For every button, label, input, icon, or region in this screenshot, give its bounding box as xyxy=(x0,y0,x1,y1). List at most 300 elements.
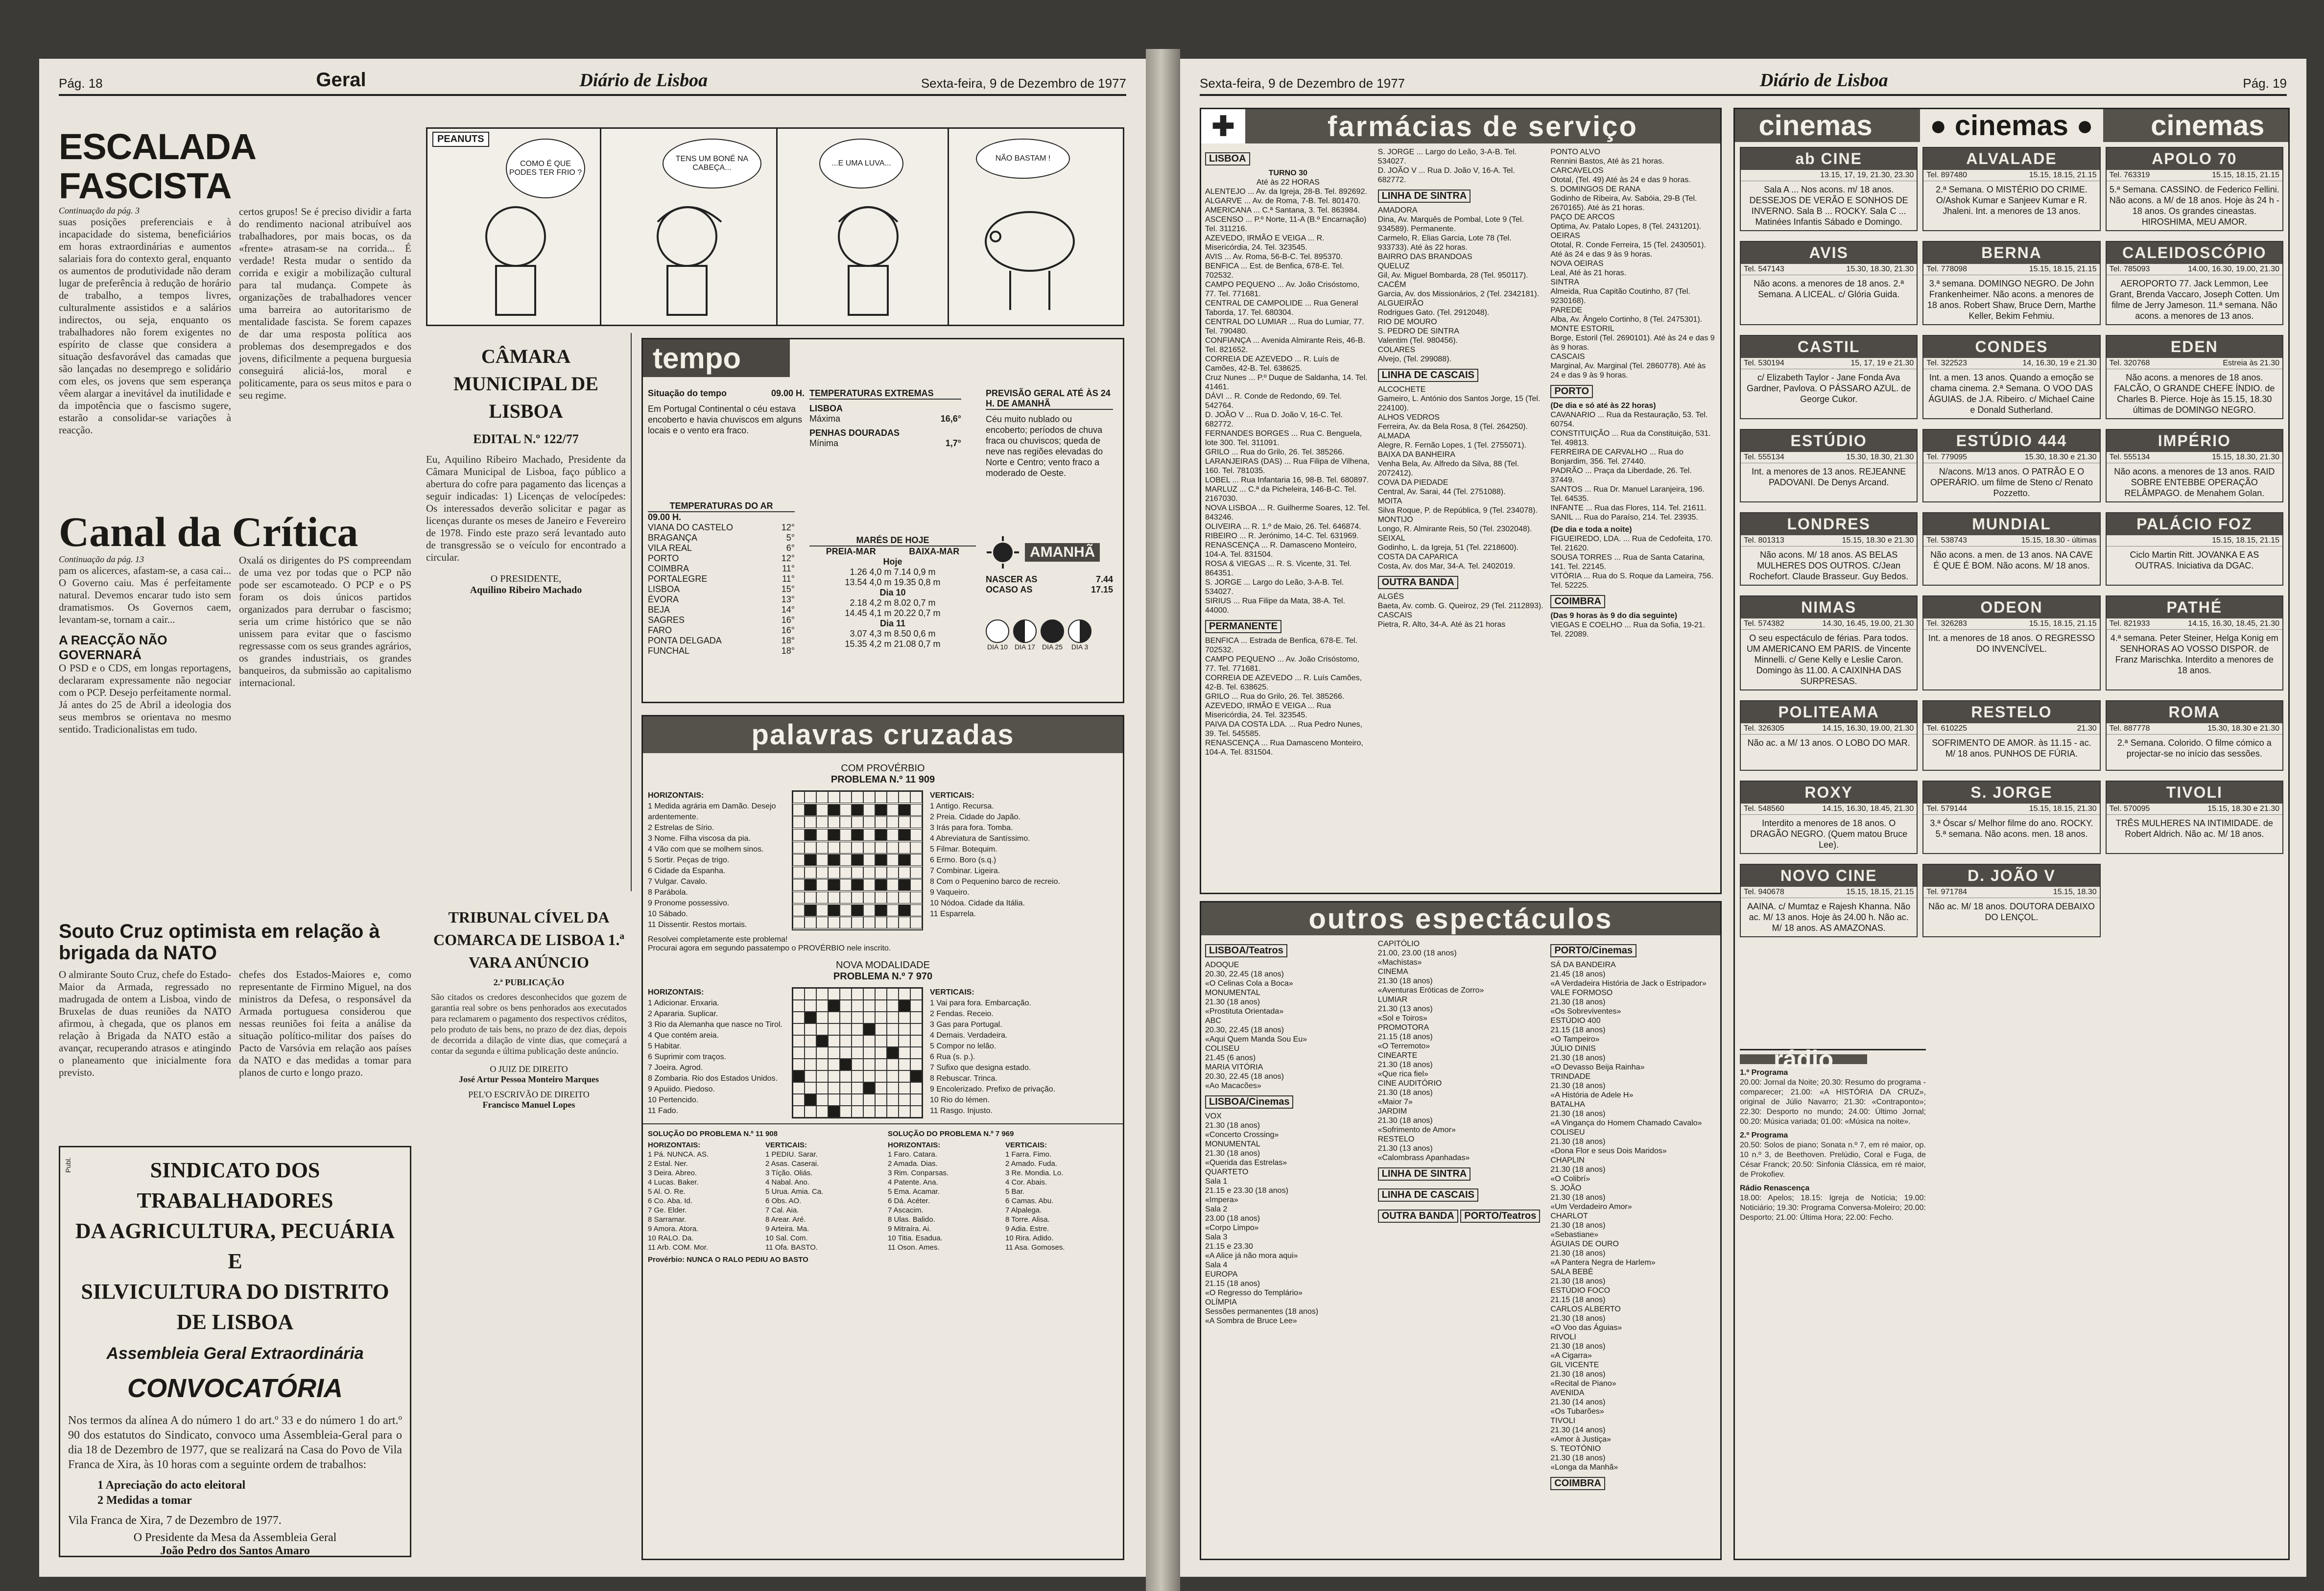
crossword-cell[interactable] xyxy=(875,829,887,841)
crossword-cell[interactable] xyxy=(840,917,852,928)
crossword-cell[interactable] xyxy=(863,1000,875,1012)
crossword-cell[interactable] xyxy=(899,1047,910,1059)
crossword-cell[interactable] xyxy=(805,1070,816,1082)
pharmacy-entry: SOUSA TORRES ... Rua de Santa Catarina, 141. Tel. 22145. xyxy=(1550,553,1705,571)
crossword-cell[interactable] xyxy=(852,816,863,828)
crossword-cell[interactable] xyxy=(910,917,922,928)
crossword-cell[interactable] xyxy=(793,867,805,879)
crossword-cell[interactable] xyxy=(793,1000,805,1012)
crossword-cell[interactable] xyxy=(863,816,875,828)
crossword-cell[interactable] xyxy=(816,988,828,1000)
crossword-cell[interactable] xyxy=(899,1070,910,1082)
crossword-cell[interactable] xyxy=(875,892,887,903)
crossword-cell[interactable] xyxy=(910,791,922,803)
crossword-cell[interactable] xyxy=(793,1106,805,1117)
crossword-cell[interactable] xyxy=(793,1082,805,1094)
crossword-cell[interactable] xyxy=(840,1035,852,1047)
crossword-cell[interactable] xyxy=(863,1059,875,1070)
crossword-cell[interactable] xyxy=(887,917,899,928)
crossword-cell[interactable] xyxy=(887,1082,899,1094)
crossword-cell[interactable] xyxy=(816,829,828,841)
crossword-cell[interactable] xyxy=(793,1012,805,1023)
crossword-cell[interactable] xyxy=(887,879,899,891)
crossword-cell[interactable] xyxy=(805,879,816,891)
crossword-cell[interactable] xyxy=(863,1012,875,1023)
crossword-cell[interactable] xyxy=(793,1047,805,1059)
crossword-cell[interactable] xyxy=(887,791,899,803)
crossword-cell[interactable] xyxy=(910,1070,922,1082)
crossword-cell[interactable] xyxy=(816,1047,828,1059)
crossword-cell[interactable] xyxy=(887,854,899,866)
crossword-cell[interactable] xyxy=(816,1070,828,1082)
crossword-cell[interactable] xyxy=(852,842,863,854)
clue: 7 Combinar. Ligeira. xyxy=(930,867,1000,875)
crossword-cell[interactable] xyxy=(793,804,805,816)
crossword-cell[interactable] xyxy=(852,1047,863,1059)
show-entry: SALA BEBÉ xyxy=(1550,1268,1593,1276)
crossword-cell[interactable] xyxy=(863,1023,875,1035)
crossword-cell[interactable] xyxy=(863,1106,875,1117)
crossword-cell[interactable] xyxy=(852,1012,863,1023)
crossword-cell[interactable] xyxy=(828,816,840,828)
crossword-cell[interactable] xyxy=(840,892,852,903)
crossword-cell[interactable] xyxy=(816,804,828,816)
crossword-cell[interactable] xyxy=(899,904,910,916)
cinema-name: ESTÚDIO xyxy=(1741,430,1917,452)
crossword-cell[interactable] xyxy=(805,1012,816,1023)
crossword-cell[interactable] xyxy=(910,1047,922,1059)
crossword-cell[interactable] xyxy=(828,1082,840,1094)
crossword-cell[interactable] xyxy=(899,879,910,891)
crossword-cell[interactable] xyxy=(910,1012,922,1023)
crossword-cell[interactable] xyxy=(816,1012,828,1023)
crossword-cell[interactable] xyxy=(840,791,852,803)
crossword-cell[interactable] xyxy=(816,892,828,903)
crossword-cell[interactable] xyxy=(910,854,922,866)
crossword-cell[interactable] xyxy=(875,867,887,879)
crossword-cell[interactable] xyxy=(828,1012,840,1023)
crossword-cell[interactable] xyxy=(852,829,863,841)
crossword-cell[interactable] xyxy=(875,879,887,891)
crossword-cell[interactable] xyxy=(840,1012,852,1023)
right-header xyxy=(1200,69,2287,96)
crossword-cell[interactable] xyxy=(875,816,887,828)
crossword-cell[interactable] xyxy=(793,892,805,903)
crossword-cell[interactable] xyxy=(805,867,816,879)
crossword-cell[interactable] xyxy=(805,791,816,803)
clue: 2 Preia. Cidade do Japão. xyxy=(930,813,1021,821)
crossword-cell[interactable] xyxy=(887,1059,899,1070)
crossword-cell[interactable] xyxy=(852,1059,863,1070)
crossword-cell[interactable] xyxy=(887,804,899,816)
crossword-cell[interactable] xyxy=(828,1000,840,1012)
crossword-cell[interactable] xyxy=(793,816,805,828)
crossword-cell[interactable] xyxy=(875,804,887,816)
moon-icon xyxy=(986,619,1009,643)
moon-phase: DIA 10 xyxy=(986,619,1009,651)
crossword-cell[interactable] xyxy=(852,1023,863,1035)
cinema-phone: Tel. 574382 xyxy=(1744,619,1784,628)
crossword-cell[interactable] xyxy=(805,917,816,928)
crossword-cell[interactable] xyxy=(805,1082,816,1094)
crossword-cell[interactable] xyxy=(887,904,899,916)
show-entry: COLISEU xyxy=(1205,1045,1240,1053)
crossword-grid-2[interactable] xyxy=(792,987,923,1118)
crossword-cell[interactable] xyxy=(828,829,840,841)
crossword-cell[interactable] xyxy=(863,829,875,841)
crossword-cell[interactable] xyxy=(875,1070,887,1082)
crossword-cell[interactable] xyxy=(887,1070,899,1082)
pharmacy-entry: Gil, Av. Miguel Bombarda, 28 (Tel. 950117). xyxy=(1377,271,1528,280)
crossword-cell[interactable] xyxy=(875,854,887,866)
crossword-cell[interactable] xyxy=(828,1094,840,1106)
crossword-cell[interactable] xyxy=(828,1106,840,1117)
pharmacy-entry: SEIXAL xyxy=(1377,534,1405,543)
crossword-cell[interactable] xyxy=(840,1023,852,1035)
crossword-cell[interactable] xyxy=(899,917,910,928)
crossword-cell[interactable] xyxy=(875,1082,887,1094)
crossword-cell[interactable] xyxy=(863,804,875,816)
crossword-cell[interactable] xyxy=(793,842,805,854)
crossword-cell[interactable] xyxy=(816,917,828,928)
cinema-listing xyxy=(1740,700,1918,771)
crossword-cell[interactable] xyxy=(863,904,875,916)
crossword-cell[interactable] xyxy=(863,1047,875,1059)
crossword-cell[interactable] xyxy=(793,1094,805,1106)
crossword-cell[interactable] xyxy=(805,854,816,866)
crossword-cell[interactable] xyxy=(828,804,840,816)
pharmacies-col-3: PONTO ALVO Rennini Bastos, Até às 21 horas. CARCAVELOS Ototal, (Tel. 49) Até às 24 e das 9 horas. S. DOMINGOS DE RANA Godinho de Ribeira, Av. Sabóia, 29-B (Tel. 2670165). Até às 21 horas. PAÇO DE ARCOS Optima, Av. Patalo Lopes, 8 (Tel. 2431201). OEIRAS Ototal, R. Conde Ferreira, 15 (Tel. 2430501). Até às 24 e das 9 às 9 horas. NOVA OEIRAS Leal, Até às 21 horas. SINTRA Almeida, Rua Capitão Coutinho, 87 (Tel. 9230168). PAREDE Alba, Av. Ângelo Cortinho, 8 (Tel. 2475301). MONTE ESTORIL Borge, Estoril (Tel. 2690101). Até às 24 e das 9 às 9 horas. CASCAIS Marginal, Av. Marginal (Tel. 2860778). Até às 24 e das 9 às 9 horas. PORTO (De dia e só até às 22 horas) CAVANARIO ... Rua da Restauração, 53. Tel. 60754. CONSTITUIÇÃO ... Rua da Constituição, 531. Tel. 49813. FERREIRA DE CARVALHO ... Rua do Bonjardim, 356. Tel. 27440. PADRÃO ... Praça da Liberdade, 26. Tel. 37449. SANTOS ... Rua Dr. Manuel Laranjeira, 196. Tel. 64535. INFANTE ... Rua das Flores, 114. Tel. 21611. SANIL ... Rua do Paraíso, 214. Tel. 23935. (De dia e toda a noite) FIGUEIREDO, LDA. ... Rua de Cedofeita, 170. Tel. 21620. SOUSA TORRES ... Rua de Santa Catarina, 141. Tel. 22145. VITÓRIA ... Rua do S. Roque da Lameira, 756. Tel. 52225. COIMBRA (Das 9 horas às 9 do dia seguinte) VIEGAS E COELHO ... Rua da Sofia, 19-21. Tel. 22089. xyxy=(1550,147,1716,757)
crossword-cell[interactable] xyxy=(887,1047,899,1059)
crossword-cell[interactable] xyxy=(887,1012,899,1023)
cinema-times: 15.30, 18.30, 21.30 xyxy=(1846,453,1914,461)
crossword-cell[interactable] xyxy=(887,892,899,903)
show-entry: 21.00, 23.00 (18 anos) xyxy=(1377,949,1457,957)
crossword-cell[interactable] xyxy=(887,867,899,879)
page-date: Sexta-feira, 9 de Dezembro de 1977 xyxy=(1200,76,1405,91)
show-entry: 21.30 (18 anos) xyxy=(1550,1221,1606,1230)
crossword-cell[interactable] xyxy=(840,867,852,879)
crossword-cell[interactable] xyxy=(899,1023,910,1035)
crossword-cell[interactable] xyxy=(899,1059,910,1070)
solution: 5 Bar. xyxy=(1005,1187,1025,1196)
pharmacy-entry: MONTE ESTORIL xyxy=(1550,325,1614,333)
crossword-cell[interactable] xyxy=(816,854,828,866)
crossword-cell[interactable] xyxy=(840,1106,852,1117)
pharmacy-entry: Central, Av. Sarai, 44 (Tel. 2751088). xyxy=(1377,488,1506,496)
cinema-listing xyxy=(1740,512,1918,586)
crossword-cell[interactable] xyxy=(840,1070,852,1082)
crossword-cell[interactable] xyxy=(899,1094,910,1106)
crossword-cell[interactable] xyxy=(793,904,805,916)
crossword-cell[interactable] xyxy=(816,1023,828,1035)
crossword-cell[interactable] xyxy=(875,1047,887,1059)
crossword-cell[interactable] xyxy=(863,791,875,803)
crossword-cell[interactable] xyxy=(816,879,828,891)
crossword-cell[interactable] xyxy=(828,1059,840,1070)
crossword-cell[interactable] xyxy=(887,829,899,841)
crossword-cell[interactable] xyxy=(840,879,852,891)
crossword-cell[interactable] xyxy=(840,816,852,828)
crossword-cell[interactable] xyxy=(863,1035,875,1047)
solution: 6 Dá. Acéter. xyxy=(888,1197,930,1205)
crossword-cell[interactable] xyxy=(899,842,910,854)
crossword-cell[interactable] xyxy=(840,1047,852,1059)
crossword-cell[interactable] xyxy=(863,1070,875,1082)
crossword-cell[interactable] xyxy=(910,867,922,879)
crossword-cell[interactable] xyxy=(875,917,887,928)
crossword-cell[interactable] xyxy=(805,1059,816,1070)
crossword-cell[interactable] xyxy=(828,1035,840,1047)
crossword-cell[interactable] xyxy=(863,854,875,866)
crossword-cell[interactable] xyxy=(899,791,910,803)
crossword-cell[interactable] xyxy=(852,904,863,916)
crossword-cell[interactable] xyxy=(805,1000,816,1012)
crossword-cell[interactable] xyxy=(816,1059,828,1070)
cinema-times: 14.15, 16.30, 18.45, 21.30 xyxy=(1822,805,1914,813)
crossword-cell[interactable] xyxy=(910,1059,922,1070)
crossword-cell[interactable] xyxy=(805,892,816,903)
show-entry: EUROPA xyxy=(1205,1270,1238,1279)
article-body-3: Oxalá os dirigentes do PS compreendam de uma vez por todas que o PCP não pode ser escamoteado. O PCP e o PS foram os dois únicos partidos organizados para derrubar o fascismo; seria um crime histórico que se não unissem para evitar que o fascismo regressasse com os seus grandes agrários, os grandes industriais, os grandes banqueiros, da submissão ao capitalismo internacional. xyxy=(239,554,411,689)
show-entry: 21.30 (18 anos) xyxy=(1550,1454,1606,1462)
crossword-cell[interactable] xyxy=(828,904,840,916)
crossword-cell[interactable] xyxy=(875,1094,887,1106)
crossword-cell[interactable] xyxy=(793,1059,805,1070)
crossword-cell[interactable] xyxy=(863,988,875,1000)
cinema-times: 14.00, 16.30, 19.00, 21.30 xyxy=(2188,265,2279,273)
crossword-cell[interactable] xyxy=(910,1023,922,1035)
crossword-cell[interactable] xyxy=(863,892,875,903)
crossword-cell[interactable] xyxy=(910,1000,922,1012)
crossword-cell[interactable] xyxy=(793,791,805,803)
crossword-cell[interactable] xyxy=(828,1047,840,1059)
pharmacy-entry: ALGARVE ... Av. de Roma, 7-B. Tel. 801470. xyxy=(1205,197,1361,205)
crossword-cell[interactable] xyxy=(887,988,899,1000)
crossword-cell[interactable] xyxy=(852,879,863,891)
crossword-cell[interactable] xyxy=(852,867,863,879)
solution: 6 Obs. AO. xyxy=(765,1197,802,1205)
crossword-cell[interactable] xyxy=(840,829,852,841)
crossword-cell[interactable] xyxy=(828,1023,840,1035)
crossword-cell[interactable] xyxy=(793,854,805,866)
crossword-cell[interactable] xyxy=(887,816,899,828)
tide-day: Dia 10 xyxy=(879,588,906,597)
crossword-cell[interactable] xyxy=(828,917,840,928)
crossword-cell[interactable] xyxy=(793,1070,805,1082)
cinema-name: POLITEAMA xyxy=(1741,701,1917,723)
crossword-cell[interactable] xyxy=(793,879,805,891)
crossword-cell[interactable] xyxy=(899,804,910,816)
crossword-cell[interactable] xyxy=(899,854,910,866)
crossword-cell[interactable] xyxy=(828,867,840,879)
article-title: Souto Cruz optimista em relação à brigada da NATO xyxy=(59,921,380,964)
crossword-cell[interactable] xyxy=(875,1023,887,1035)
crossword-cell[interactable] xyxy=(875,1035,887,1047)
crossword-cell[interactable] xyxy=(793,917,805,928)
crossword-cell[interactable] xyxy=(852,854,863,866)
crossword-cell[interactable] xyxy=(899,1106,910,1117)
crossword-cell[interactable] xyxy=(852,1082,863,1094)
camara-municipal-edital xyxy=(426,333,632,891)
crossword-cell[interactable] xyxy=(899,892,910,903)
crossword-cell[interactable] xyxy=(887,842,899,854)
moon-icon xyxy=(1068,619,1091,643)
crossword-cell[interactable] xyxy=(875,791,887,803)
crossword-cell[interactable] xyxy=(805,842,816,854)
crossword-cell[interactable] xyxy=(863,917,875,928)
crossword-cell[interactable] xyxy=(805,829,816,841)
pharmacy-entry: AMADORA xyxy=(1377,206,1418,214)
solution: 8 Arear. Aré. xyxy=(765,1215,806,1224)
crossword-cell[interactable] xyxy=(828,1070,840,1082)
show-entry: «Impera» xyxy=(1205,1196,1238,1204)
crossword-cell[interactable] xyxy=(875,1000,887,1012)
crossword-cell[interactable] xyxy=(910,1094,922,1106)
crossword-cell[interactable] xyxy=(863,1082,875,1094)
crossword-cell[interactable] xyxy=(852,1106,863,1117)
crossword-cell[interactable] xyxy=(875,1059,887,1070)
crossword-cell[interactable] xyxy=(805,1023,816,1035)
crossword-cell[interactable] xyxy=(875,842,887,854)
show-entry: OLÍMPIA xyxy=(1205,1298,1237,1306)
crossword-cell[interactable] xyxy=(805,816,816,828)
crossword-cell[interactable] xyxy=(816,867,828,879)
crossword-cell[interactable] xyxy=(899,988,910,1000)
crossword-cell[interactable] xyxy=(875,904,887,916)
crossword-cell[interactable] xyxy=(828,892,840,903)
crossword-cell[interactable] xyxy=(910,892,922,903)
crossword-cell[interactable] xyxy=(805,804,816,816)
crossword-cell[interactable] xyxy=(852,1035,863,1047)
crossword-cell[interactable] xyxy=(899,1012,910,1023)
crossword-cell[interactable] xyxy=(840,1059,852,1070)
crossword-cell[interactable] xyxy=(816,904,828,916)
crossword-cell[interactable] xyxy=(910,1035,922,1047)
crossword-cell[interactable] xyxy=(816,842,828,854)
crossword-cell[interactable] xyxy=(910,829,922,841)
crossword-cell[interactable] xyxy=(910,816,922,828)
crossword-cell[interactable] xyxy=(828,988,840,1000)
article-title: Canal da Crítica xyxy=(59,509,358,555)
crossword-cell[interactable] xyxy=(910,879,922,891)
cinema-name: BERNA xyxy=(1923,242,2099,264)
show-entry: Sala 2 xyxy=(1205,1205,1228,1213)
crossword-cell[interactable] xyxy=(816,1082,828,1094)
show-entry: LUMIAR xyxy=(1377,996,1408,1004)
crossword-cell[interactable] xyxy=(852,988,863,1000)
crossword-cell[interactable] xyxy=(793,1035,805,1047)
crossword-cell[interactable] xyxy=(887,1000,899,1012)
cinema-listing xyxy=(1922,335,2100,419)
crossword-cell[interactable] xyxy=(840,1000,852,1012)
crossword-cell[interactable] xyxy=(840,904,852,916)
crossword-cell[interactable] xyxy=(805,1035,816,1047)
crossword-cell[interactable] xyxy=(816,1106,828,1117)
crossword-cell[interactable] xyxy=(863,842,875,854)
crossword-cell[interactable] xyxy=(828,854,840,866)
crossword-cell[interactable] xyxy=(899,1000,910,1012)
air-temperature-row: LISBOA 15° xyxy=(648,584,795,594)
crossword-cell[interactable] xyxy=(840,1094,852,1106)
crossword-cell[interactable] xyxy=(887,1023,899,1035)
cinema-name: ROXY xyxy=(1741,782,1917,804)
crossword-cell[interactable] xyxy=(840,842,852,854)
solution: 9 Adia. Estre. xyxy=(1005,1225,1049,1233)
crossword-cell[interactable] xyxy=(899,816,910,828)
crossword-cell[interactable] xyxy=(793,829,805,841)
crossword-cell[interactable] xyxy=(840,1082,852,1094)
crossword-cell[interactable] xyxy=(899,829,910,841)
show-entry: «A Pantera Negra de Harlem» xyxy=(1550,1259,1656,1267)
crossword-cell[interactable] xyxy=(828,842,840,854)
crossword-cell[interactable] xyxy=(852,1000,863,1012)
crossword-cell[interactable] xyxy=(852,1094,863,1106)
crossword-cell[interactable] xyxy=(910,1106,922,1117)
crossword-cell[interactable] xyxy=(805,1047,816,1059)
crossword-grid-1[interactable] xyxy=(792,790,923,930)
crossword-cell[interactable] xyxy=(863,879,875,891)
crossword-cell[interactable] xyxy=(910,1082,922,1094)
clue: 4 Demais. Verdadeira. xyxy=(930,1031,1008,1040)
pharmacy-entry: PADRÃO ... Praça da Liberdade, 26. Tel. 37449. xyxy=(1550,467,1692,484)
crossword-cell[interactable] xyxy=(887,1106,899,1117)
crossword-cell[interactable] xyxy=(840,854,852,866)
crossword-cell[interactable] xyxy=(852,791,863,803)
crossword-cell[interactable] xyxy=(805,1106,816,1117)
crossword-cell[interactable] xyxy=(863,1094,875,1106)
crossword-cell[interactable] xyxy=(816,1000,828,1012)
crossword-cell[interactable] xyxy=(899,1082,910,1094)
crossword-cell[interactable] xyxy=(863,867,875,879)
crossword-cell[interactable] xyxy=(875,1106,887,1117)
crossword-cell[interactable] xyxy=(805,904,816,916)
crossword-cell[interactable] xyxy=(852,892,863,903)
crossword-cell[interactable] xyxy=(910,804,922,816)
crossword-cell[interactable] xyxy=(910,988,922,1000)
crossword-cell[interactable] xyxy=(910,842,922,854)
crossword-cell[interactable] xyxy=(899,867,910,879)
crossword-cell[interactable] xyxy=(852,804,863,816)
tide-row: 2.18 4,2 m 8.02 0,7 m xyxy=(850,598,936,608)
crossword-cell[interactable] xyxy=(840,804,852,816)
crossword-cell[interactable] xyxy=(805,988,816,1000)
crossword-cell[interactable] xyxy=(875,1012,887,1023)
crossword-cell[interactable] xyxy=(828,879,840,891)
crossword-cell[interactable] xyxy=(816,791,828,803)
crossword-cell[interactable] xyxy=(816,1094,828,1106)
clue: 6 Suprimir com traços. xyxy=(648,1053,727,1061)
crossword-cell[interactable] xyxy=(805,1094,816,1106)
crossword-cell[interactable] xyxy=(852,917,863,928)
crossword-cell[interactable] xyxy=(816,816,828,828)
pharmacy-entry: Dina, Av. Marquês de Pombal, Lote 9 (Tel. 934589). Permanente. xyxy=(1377,215,1524,233)
crossword-cell[interactable] xyxy=(852,1070,863,1082)
crossword-cell[interactable] xyxy=(875,988,887,1000)
crossword-cell[interactable] xyxy=(816,1035,828,1047)
clue: 3 Rio da Alemanha que nasce no Tirol. xyxy=(648,1021,783,1029)
show-entry: RESTELO xyxy=(1377,1135,1415,1143)
crossword-cell[interactable] xyxy=(899,1035,910,1047)
crossword-cell[interactable] xyxy=(840,988,852,1000)
tide-row: 15.35 4,2 m 21.08 0,7 m xyxy=(845,639,941,649)
crossword-cell[interactable] xyxy=(793,1023,805,1035)
crossword-cell[interactable] xyxy=(828,791,840,803)
crossword-cell[interactable] xyxy=(793,988,805,1000)
crossword-cell[interactable] xyxy=(887,1094,899,1106)
crossword-cell[interactable] xyxy=(910,904,922,916)
crossword-cell[interactable] xyxy=(887,1035,899,1047)
